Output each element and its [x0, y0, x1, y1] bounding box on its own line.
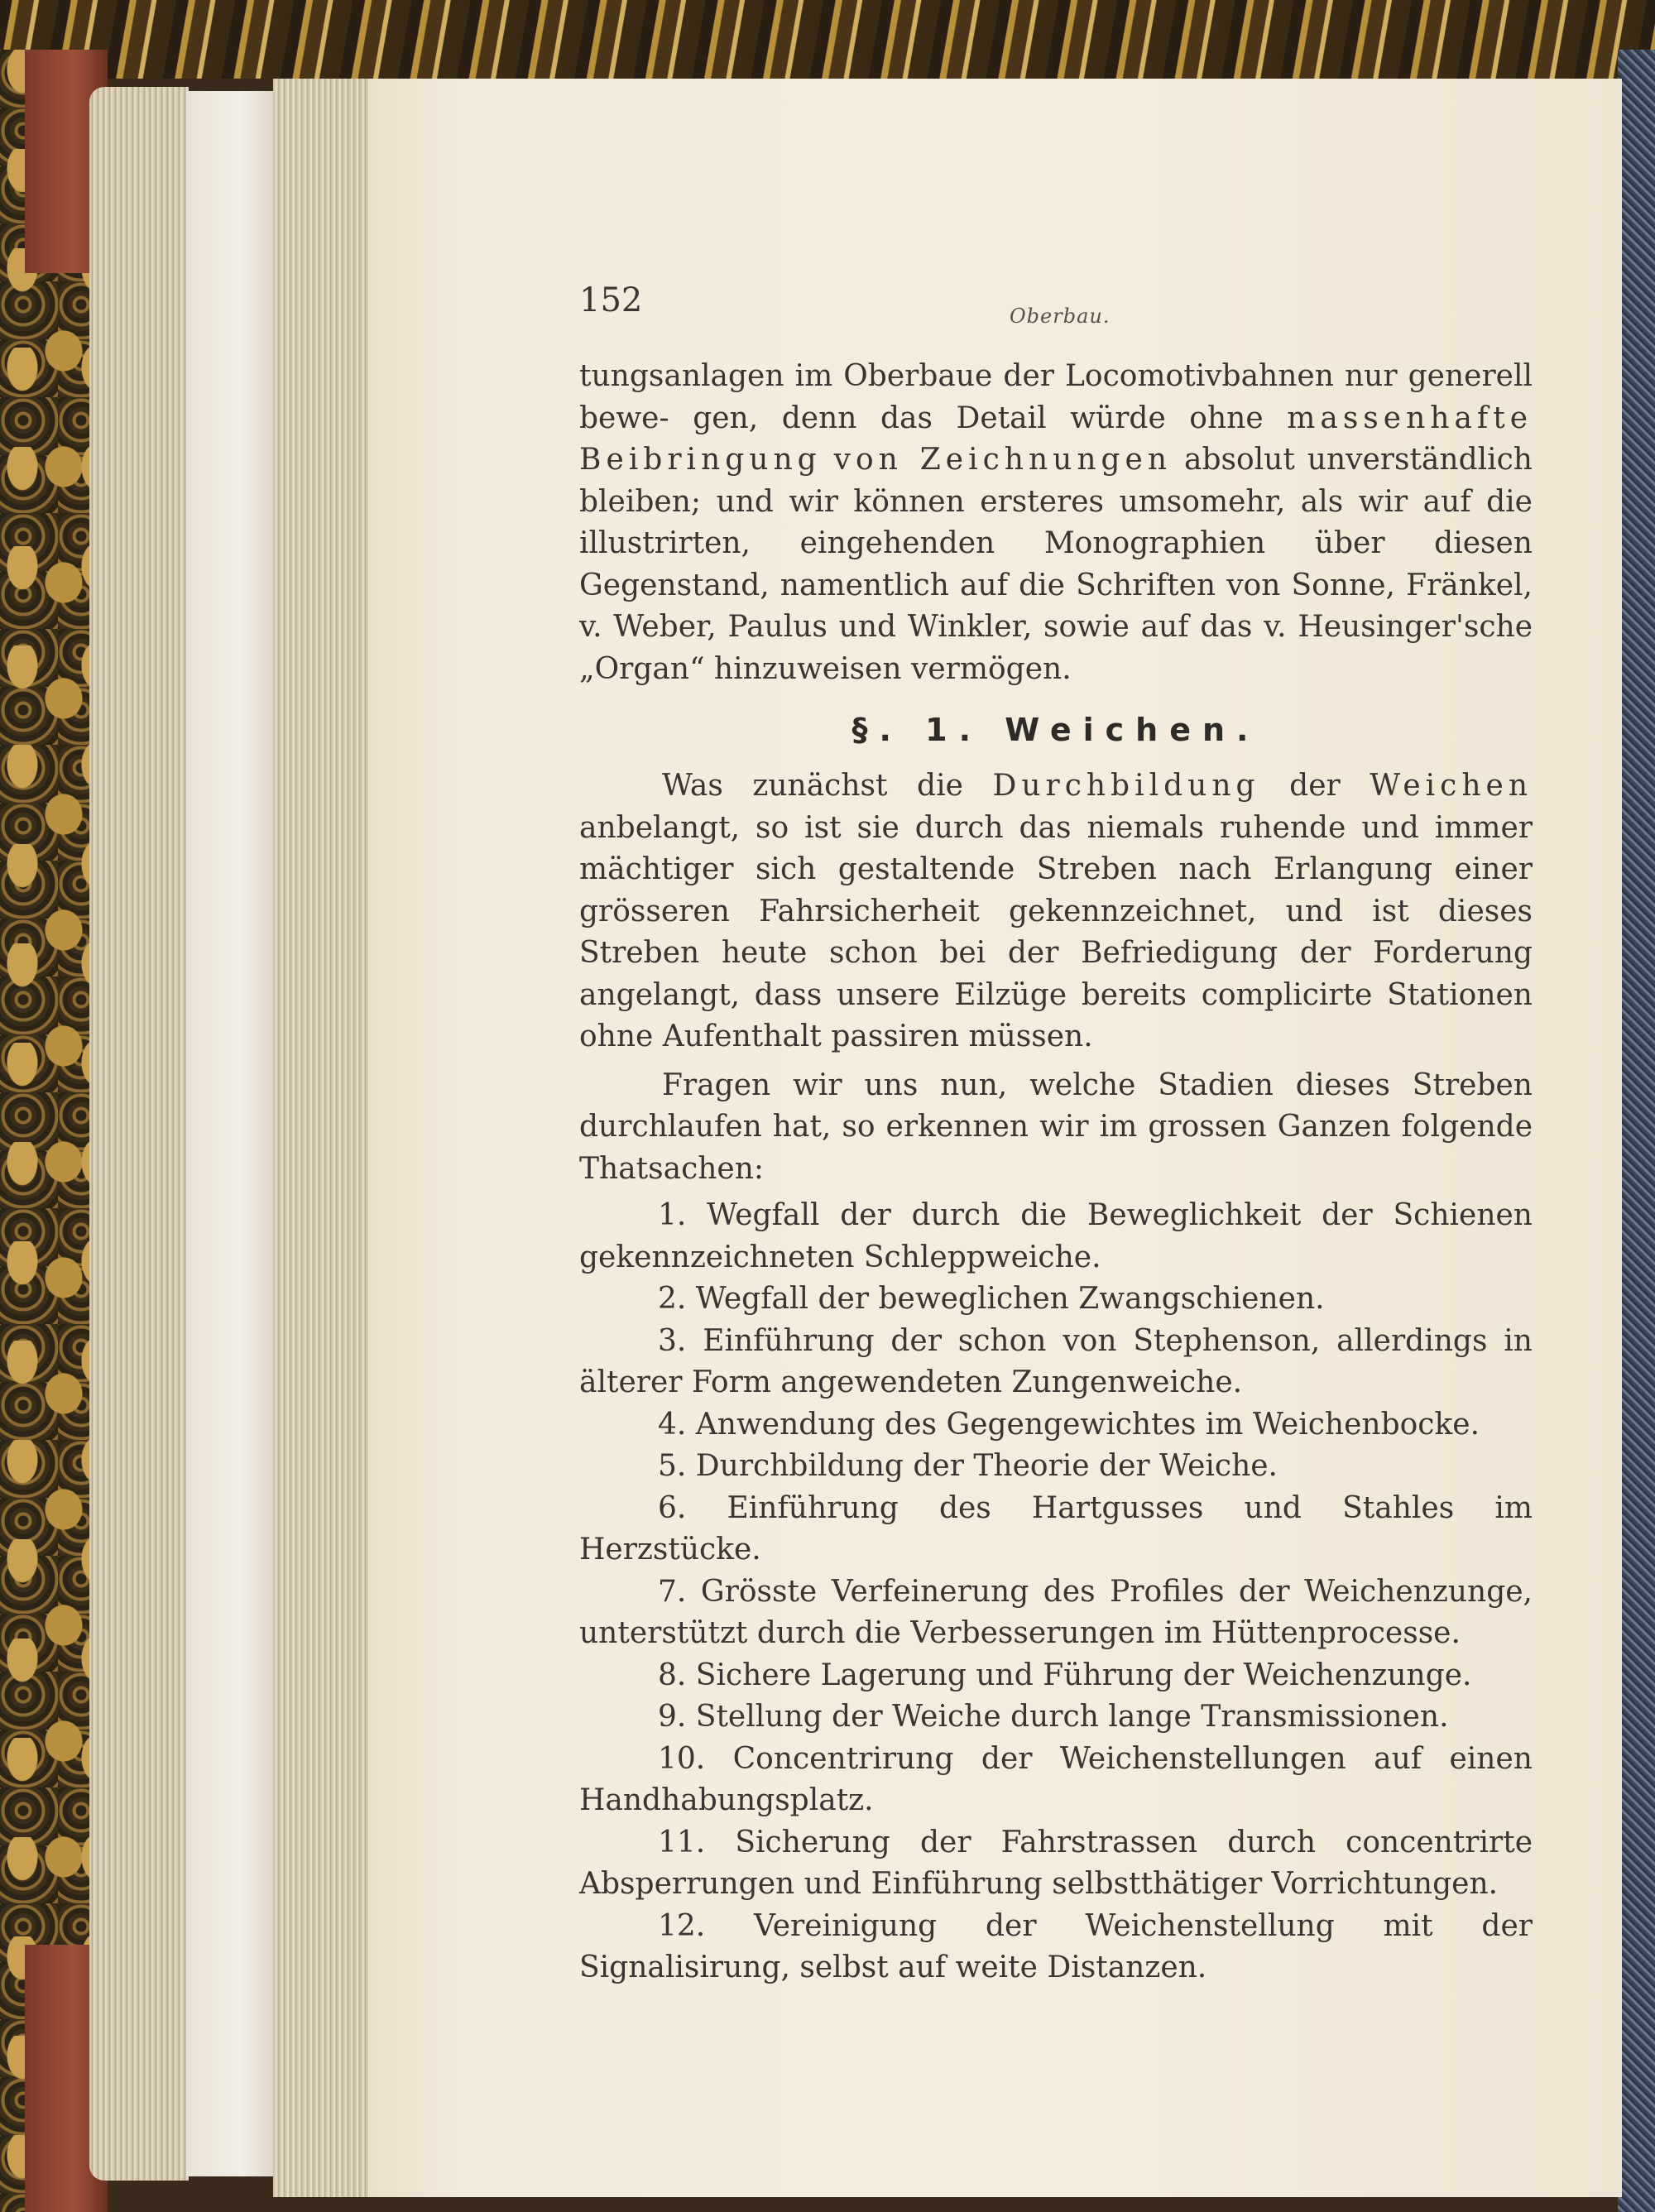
- list-item: 6. Einführung des Hartgusses und Stahles im Herzstücke.: [579, 1490, 1533, 1567]
- running-head: Oberbau.: [1010, 305, 1111, 328]
- intro-spaced-1: massenhafte Beibringung: [579, 401, 1533, 477]
- list-item: 7. Grösste Verfeinerung des Profiles der Weichenzunge, unterstützt durch die Verbesserungen im Hüttenprocesse.: [579, 1574, 1533, 1650]
- list-item: 1. Wegfall der durch die Beweglichkeit der Schienen gekennzeichneten Schleppweiche.: [579, 1198, 1533, 1274]
- intro-line-3: absolut unverständlich bleiben; und wir können: [579, 443, 1533, 519]
- para1-mid: der: [1259, 769, 1370, 803]
- para1-spaced-1: Durchbildung: [992, 769, 1260, 803]
- intro-paragraph: [579, 356, 1533, 690]
- paragraph-1: [579, 765, 1533, 1058]
- list-item: 4. Anwendung des Gegengewichtes im Weichenbocke.: [658, 1407, 1480, 1442]
- list-item: 11. Sicherung der Fahrstrassen durch concentrirte Absperrungen und Einführung selbstthätiger Vorrichtungen.: [579, 1825, 1533, 1901]
- list-item: 10. Concentrirung der Weichenstellungen auf einen Handhabungsplatz.: [579, 1741, 1533, 1817]
- numbered-list: [579, 1195, 1533, 1989]
- intro-rest: ersteres umsomehr, als wir auf die illustrirten, eingehenden Monographien über diesen Gegenstand, namentlich auf die Schriften von Sonne, Fränkel, v. Weber, Paulus und Winkler, sowie auf das v. Heusinger'sche „Organ“ hinzuweisen vermögen.: [579, 484, 1533, 686]
- list-item: 12. Vereinigung der Weichenstellung mit der Signalisirung, selbst auf weite Distanzen.: [579, 1908, 1533, 1984]
- para1-lead: Was zunächst die: [662, 769, 993, 803]
- page-edges-left: [89, 87, 189, 2181]
- section-heading: §. 1. Weichen.: [851, 712, 1260, 748]
- intro-line-1: tungsanlagen im Oberbaue der Locomotivbahnen nur generell bewe-: [579, 359, 1533, 435]
- para1-spaced-2: Weichen: [1370, 769, 1533, 803]
- marbled-board-left: [0, 50, 99, 2212]
- cloth-board-right: [1618, 50, 1655, 2212]
- marbled-board-top: [0, 0, 1655, 79]
- page-gutter: [273, 79, 372, 2197]
- intro-text: [579, 356, 1533, 690]
- intro-spaced-2: von Zeichnungen: [833, 443, 1173, 477]
- list-item: 5. Durchbildung der Theorie der Weiche.: [658, 1449, 1278, 1483]
- page-header: [579, 281, 1531, 328]
- list-item: 8. Sichere Lagerung und Führung der Weichenzunge.: [658, 1658, 1472, 1692]
- main-body: [579, 765, 1533, 1989]
- list-item: 3. Einführung der schon von Stephenson, allerdings in älterer Form angewendeten Zungenweiche.: [579, 1323, 1533, 1399]
- list-item: 2. Wegfall der beweglichen Zwangschienen.: [658, 1282, 1325, 1316]
- list-item: 9. Stellung der Weiche durch lange Transmissionen.: [658, 1700, 1449, 1734]
- paragraph-2: Fragen wir uns nun, welche Stadien dieses Streben durchlaufen hat, so erkennen wir im grossen Ganzen folgende Thatsachen:: [579, 1068, 1533, 1186]
- para1-rest: anbelangt, so ist sie durch das niemals ruhende und immer mächtiger sich gestaltende Streben nach Erlangung einer grösseren Fahrsicherheit gekennzeichnet, und ist dieses Streben heute schon bei der Befriedigung der Forderung angelangt, dass unsere Eilzüge bereits complicirte Stationen ohne Aufenthalt passiren müssen.: [579, 810, 1533, 1053]
- page-number: 152: [579, 281, 643, 319]
- intro-line-2: gen, denn das Detail würde ohne: [693, 401, 1288, 435]
- left-page-sliver: [186, 91, 277, 2176]
